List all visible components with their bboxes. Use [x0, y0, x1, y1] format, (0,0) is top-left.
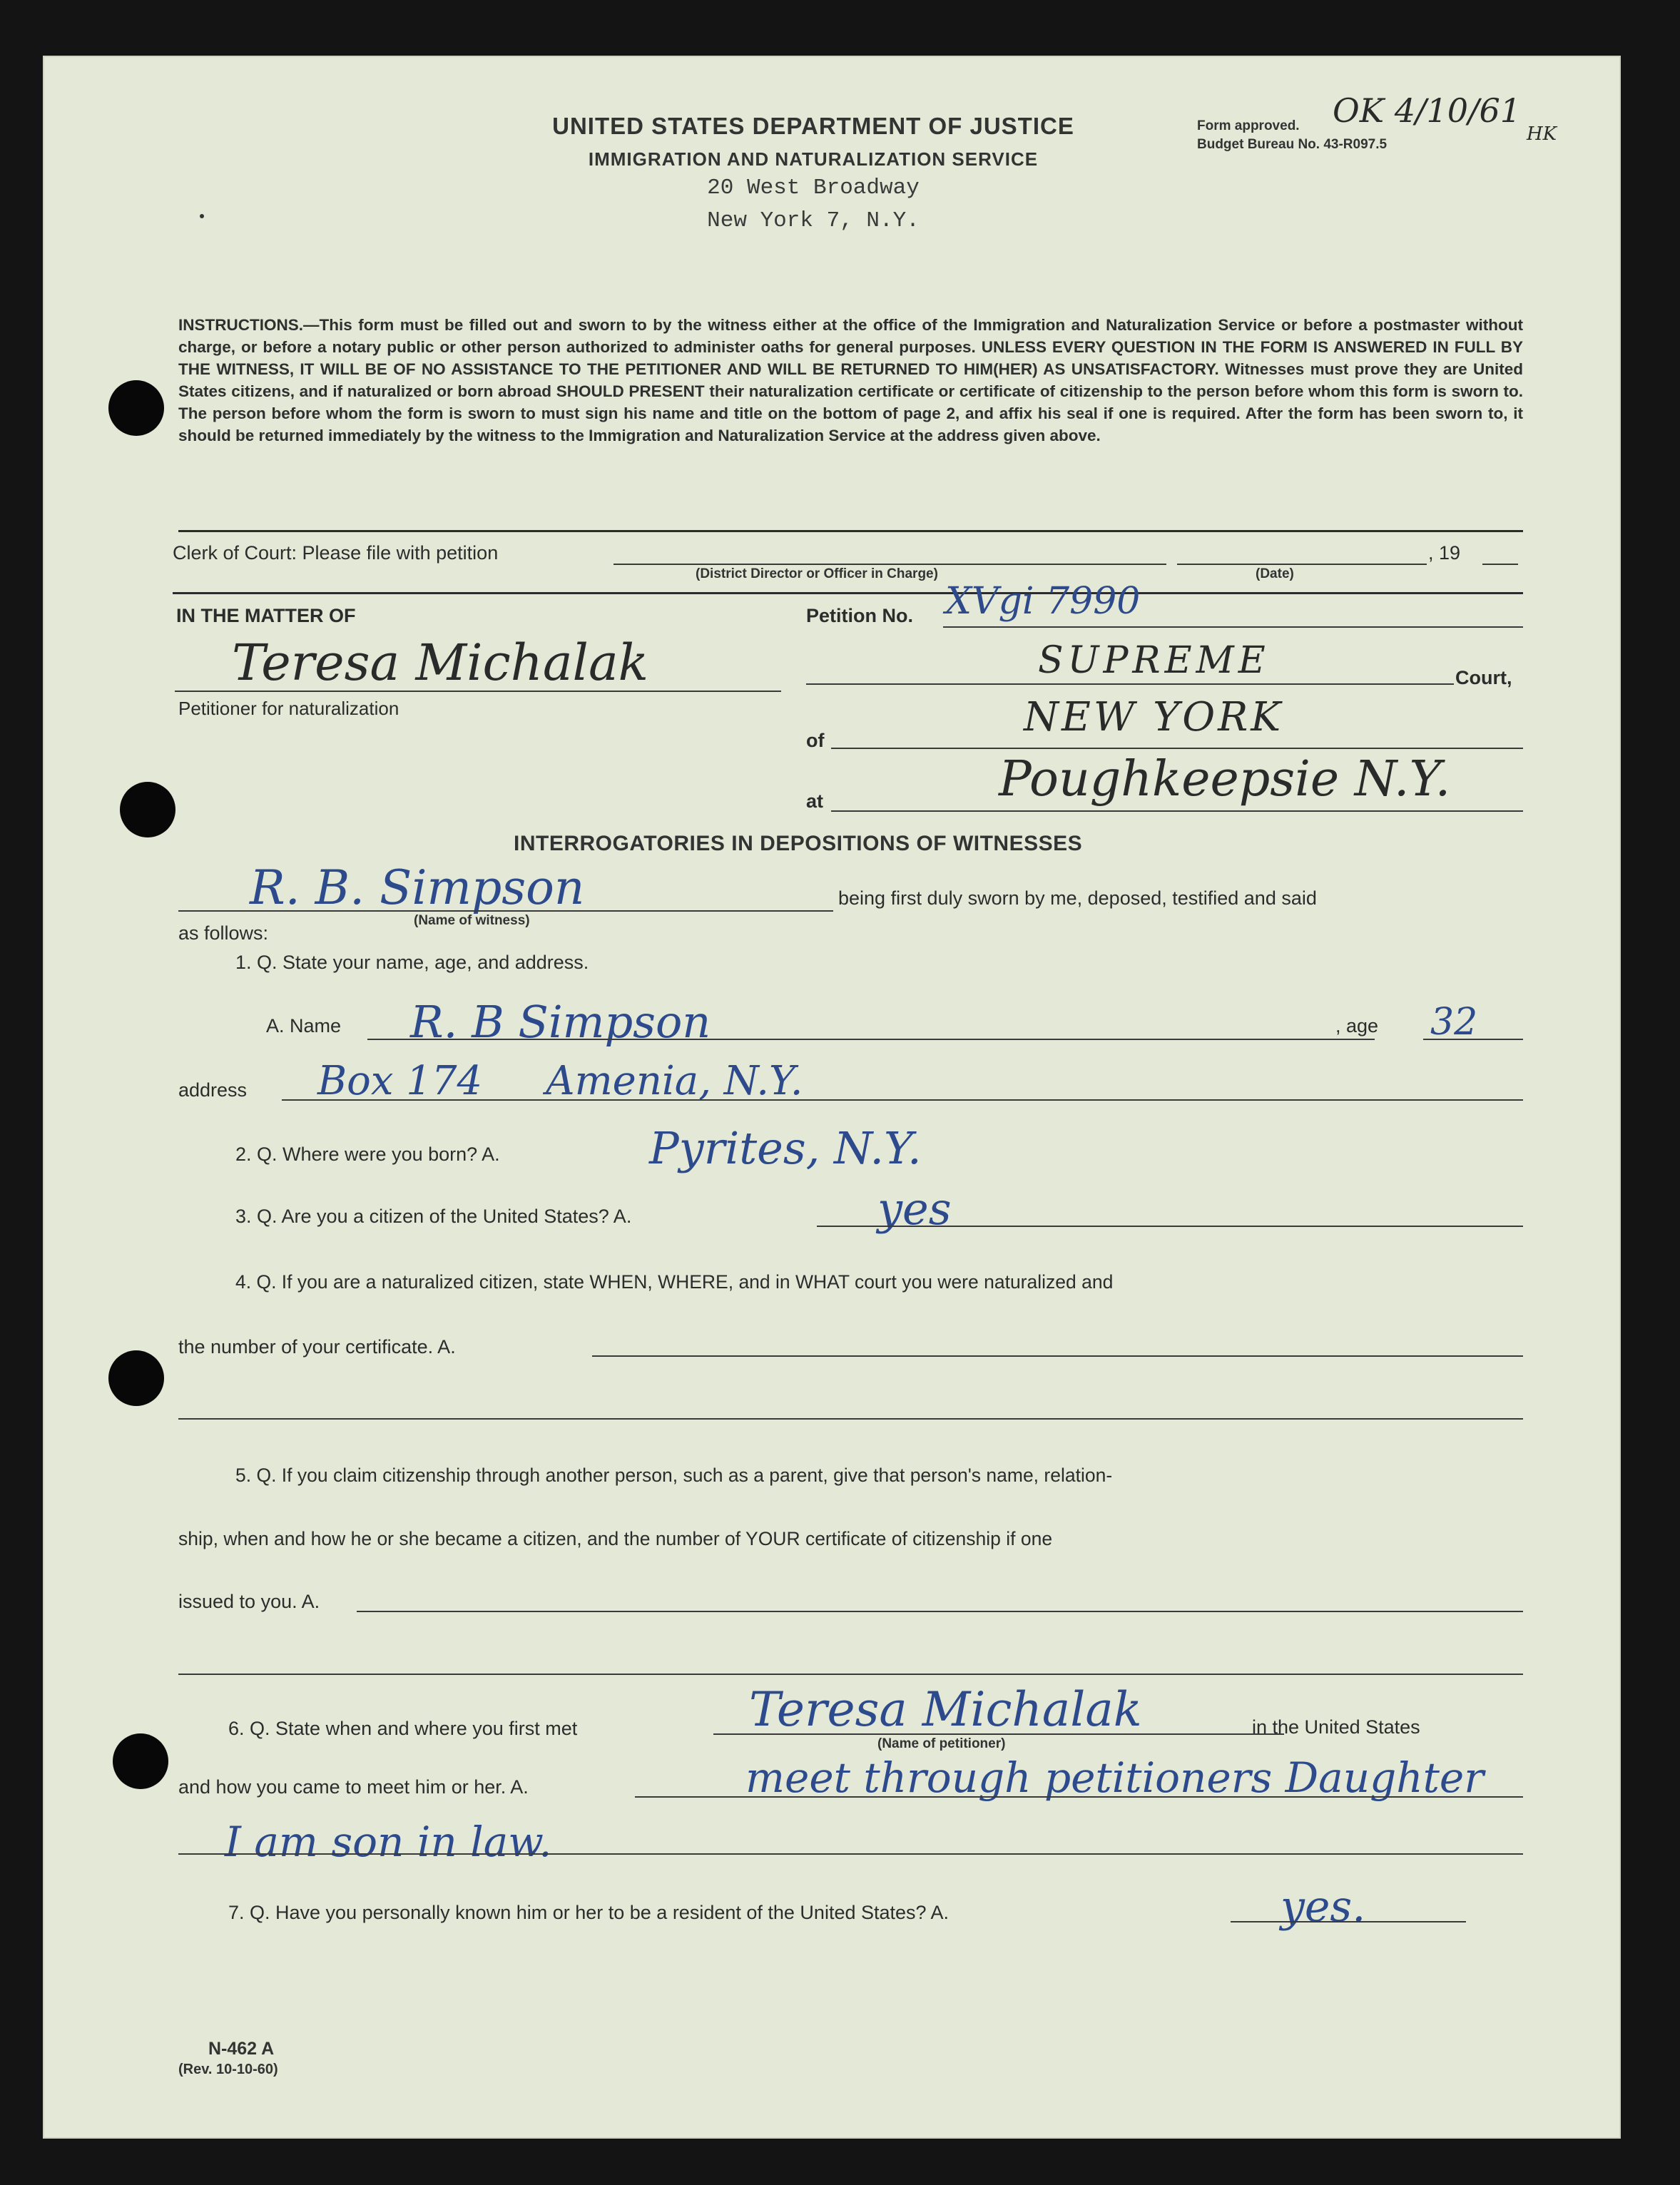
q6-answer-line2: I am son in law.: [225, 1818, 552, 1866]
officer-line: [614, 564, 1166, 565]
question-3: 3. Q. Are you a citizen of the United States? A.: [235, 1206, 632, 1227]
margin-mark: [200, 214, 204, 218]
q1-name-label: A. Name: [266, 1015, 342, 1037]
of-label: of: [806, 730, 825, 751]
punch-hole-3: [108, 1350, 164, 1406]
q1-address-label: address: [178, 1079, 248, 1101]
q3-answer: yes: [877, 1183, 952, 1235]
question-1: 1. Q. State your name, age, and address.: [235, 952, 589, 973]
of-line: [831, 748, 1523, 749]
form-number: N-462 A: [208, 2039, 275, 2059]
question-6-suffix: in the United States: [1252, 1716, 1420, 1738]
sworn-text: being first duly sworn by me, deposed, testified and said: [838, 887, 1317, 909]
form-approved-label: Form approved.: [1197, 118, 1300, 133]
question-6-line2: and how you came to meet him or her. A.: [178, 1776, 529, 1798]
petition-no-line: [943, 626, 1523, 628]
matter-label: IN THE MATTER OF: [176, 605, 356, 626]
court-line: [806, 683, 1454, 685]
petition-number: XVgi 7990: [945, 580, 1141, 623]
q4-answer-line1: [592, 1355, 1523, 1357]
at-line: [831, 810, 1523, 812]
question-5-line3: issued to you. A.: [178, 1591, 320, 1612]
q1-age-label: , age: [1335, 1015, 1379, 1037]
approval-initials: HK: [1527, 123, 1557, 145]
instructions-divider: [178, 530, 1523, 532]
q1-address-answer: Box 174 Amenia, N.Y.: [317, 1058, 803, 1104]
q7-line: [1231, 1921, 1466, 1922]
q1-address-line: [282, 1099, 1523, 1101]
question-2: 2. Q. Where were you born? A.: [235, 1144, 500, 1165]
question-7: 7. Q. Have you personally known him or her to be a resident of the United States? A.: [228, 1902, 950, 1923]
witness-name: R. B. Simpson: [250, 860, 585, 915]
question-5-line2: ship, when and how he or she became a citizen, and the number of YOUR certificate of citizenship if one: [178, 1528, 1053, 1549]
q6-answer-rule1: [635, 1796, 1523, 1798]
q6-answer-rule2: [178, 1853, 1523, 1855]
q4-answer-line2: [178, 1418, 1523, 1420]
clerk-label: Clerk of Court: Please file with petition: [173, 542, 499, 564]
q1-name-line: [367, 1039, 1375, 1040]
section-title: INTERROGATORIES IN DEPOSITIONS OF WITNESSES: [514, 832, 1083, 855]
of-value: NEW YORK: [1024, 694, 1284, 740]
punch-hole-1: [108, 380, 164, 436]
form-revision: (Rev. 10-10-60): [178, 2062, 278, 2077]
petition-no-label: Petition No.: [806, 605, 913, 626]
witness-line: [178, 910, 833, 912]
q1-age-answer: 32: [1430, 1001, 1478, 1044]
office-address-line1: 20 West Broadway: [707, 175, 920, 200]
q3-line: [817, 1226, 1523, 1227]
q1-name-answer: R. B Simpson: [410, 996, 711, 1048]
question-6-prefix: 6. Q. State when and where you first met: [228, 1718, 578, 1739]
court-label: Court,: [1455, 667, 1512, 688]
service-heading: IMMIGRATION AND NATURALIZATION SERVICE: [588, 148, 1039, 170]
petitioner-caption: Petitioner for naturalization: [178, 698, 399, 719]
q6-petitioner-caption: (Name of petitioner): [877, 1736, 1006, 1751]
at-value: Poughkeepsie N.Y.: [999, 751, 1451, 808]
court-value: SUPREME: [1038, 639, 1270, 682]
approval-note: OK 4/10/61: [1333, 91, 1522, 130]
date-line: [1177, 564, 1427, 565]
petitioner-line: [175, 691, 781, 692]
witness-caption: (Name of witness): [414, 913, 530, 928]
punch-hole-2: [120, 782, 175, 837]
instructions-paragraph: INSTRUCTIONS.—This form must be filled out and sworn to by the witness either at the office of the Immigration and Naturalization Service or before a postmaster without charge, or before a notary public or other person authorized to administer oaths for general purposes. UNLESS EVERY QUESTION IN THE FORM IS ANSWERED IN FULL BY THE WITNESS, IT WILL BE OF NO ASSISTANCE TO THE PETITIONER AND WILL BE RETURNED TO HIM(HER) AS UNSATISFACTORY. Witnesses must prove they are United States citizens, and if naturalized or born abroad SHOULD PRESENT their naturalization certificate or certificate of citizenship to the person before whom this form is sworn to. The person before whom the form is sworn to must sign his name and title on the bottom of page 2, and affix his seal if one is required. After the form has been sworn to, it should be returned immediately by the witness to the Immigration and Naturalization Service at the address given above.: [178, 316, 1523, 444]
question-5-line1: 5. Q. If you claim citizenship through another person, such as a parent, give that person's name, relation-: [235, 1465, 1113, 1486]
year-line: [1482, 564, 1518, 565]
question-4-line1: 4. Q. If you are a naturalized citizen, state WHEN, WHERE, and in WHAT court you were naturalized and: [235, 1271, 1114, 1293]
as-follows: as follows:: [178, 922, 269, 944]
q5-answer-line1: [357, 1611, 1523, 1612]
q6-answer-line1: meet through petitioners Daughter: [745, 1753, 1484, 1802]
officer-caption: (District Director or Officer in Charge): [696, 566, 938, 581]
punch-hole-4: [113, 1733, 168, 1789]
q2-answer: Pyrites, N.Y.: [649, 1122, 922, 1174]
form-page: [43, 56, 1621, 2139]
q1-age-line: [1423, 1039, 1523, 1040]
budget-bureau-number: Budget Bureau No. 43-R097.5: [1197, 137, 1388, 152]
question-4-line2: the number of your certificate. A.: [178, 1336, 456, 1358]
petitioner-name: Teresa Michalak: [232, 633, 649, 692]
office-address-line2: New York 7, N.Y.: [707, 208, 920, 233]
q6-petitioner-answer: Teresa Michalak: [749, 1682, 1142, 1737]
year-prefix: , 19: [1428, 542, 1461, 564]
q7-answer: yes.: [1281, 1882, 1366, 1932]
matter-divider: [173, 592, 1523, 594]
q5-answer-line2: [178, 1674, 1523, 1675]
at-label: at: [806, 790, 824, 812]
date-caption: (Date): [1256, 566, 1294, 581]
department-heading: UNITED STATES DEPARTMENT OF JUSTICE: [552, 113, 1074, 139]
q6-petitioner-line: [713, 1733, 1284, 1735]
